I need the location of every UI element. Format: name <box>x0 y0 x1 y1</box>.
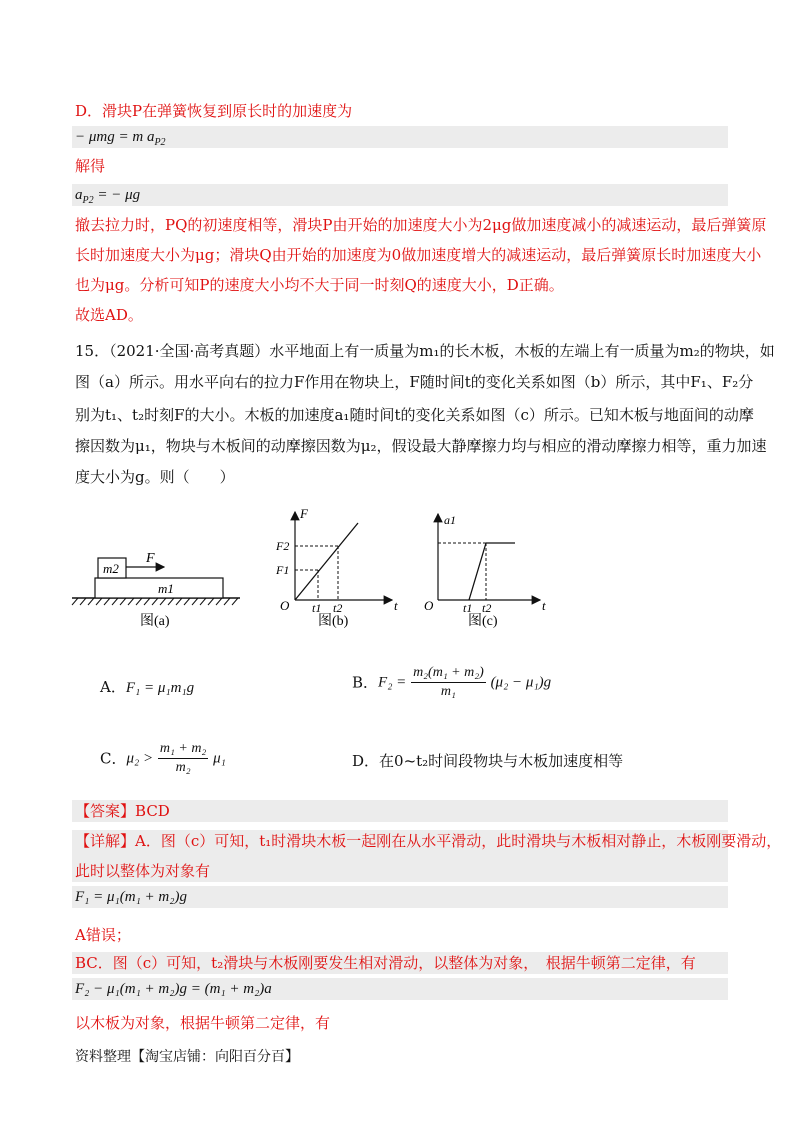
question-line: 别为t₁、t₂时刻F的大小。木板的加速度a₁随时间t的变化关系如图（c）所示。已知木板与地面间的动摩 <box>75 406 754 424</box>
detail-line: A错误； <box>75 926 131 944</box>
question-line: 度大小为g。则（ ） <box>75 468 235 486</box>
label-F2: F2 <box>276 539 290 553</box>
detail-line: 此时以整体为对象有 <box>75 862 211 880</box>
option-b: B．F₂ = $\frac{\text{m₂(m₁ + m₂)}}{\text{m₁}}$ (μ₂ − μ₁)g <box>352 665 552 699</box>
option-c: C．μ₂ > $\frac{\text{m₁ + m₂}}{\text{m₂}}$ μ₁ <box>100 741 226 775</box>
solve-text: 解得 <box>75 157 106 175</box>
question-line: 擦因数为μ₁，物块与木板间的动摩擦因数为μ₂，假设最大静摩擦力均与相应的滑动摩擦力相等，重力加速 <box>75 437 767 455</box>
equation-3: F₁ = μ₁(m₁ + m₂)g <box>75 889 187 905</box>
question-line: 图（a）所示。用水平向右的拉力F作用在物块上，F随时间t的变化关系如图（b）所示，其中F₁、F₂分 <box>75 373 754 391</box>
equation-2: $a_{P2}$ = − μg <box>75 187 141 206</box>
label-t1: t1 <box>463 601 473 615</box>
origin-O: O <box>424 598 434 613</box>
option-d: D．在0~t₂时间段物块与木板加速度相等 <box>352 752 624 770</box>
question-line: 15．（2021·全国·高考真题）水平地面上有一质量为m₁的长木板，木板的左端上有一质量为m₂的物块，如 <box>75 342 775 360</box>
option-d-heading: D．滑块P在弹簧恢复到原长时的加速度为 <box>75 102 353 120</box>
eq-band <box>72 126 728 148</box>
label-t2: t2 <box>333 601 343 615</box>
footer: 资料整理【淘宝店铺：向阳百分百】 <box>75 1049 299 1065</box>
origin-O: O <box>280 598 290 613</box>
caption-b: 图(b) <box>318 614 349 629</box>
answer-band <box>72 800 728 822</box>
detail-line: BC．图（c）可知，t₂滑块与木板刚要发生相对滑动，以整体为对象， 根据牛顿第二定律，有 <box>75 954 696 972</box>
label-F: F <box>146 551 155 566</box>
axis-t: t <box>542 598 546 613</box>
explanation-line: 长时加速度大小为μg；滑块Q由开始的加速度为0做加速度增大的减速运动，最后弹簧原长时加速度大小 <box>75 246 762 264</box>
eq-band <box>72 184 728 206</box>
explanation-line: 也为μg。分析可知P的速度大小均不大于同一时刻Q的速度大小，D正确。 <box>75 276 564 294</box>
detail-line: 以木板为对象，根据牛顿第二定律，有 <box>75 1014 331 1032</box>
label-t1: t1 <box>312 601 322 615</box>
F-line <box>295 523 358 600</box>
figure-a <box>72 551 240 629</box>
label-m1: m1 <box>158 581 174 596</box>
answer-line: 【答案】BCD <box>75 802 170 820</box>
figure-b <box>275 506 398 629</box>
conclusion-line: 故选AD。 <box>75 306 143 324</box>
explanation-line: 撤去拉力时，PQ的初速度相等，滑块P由开始的加速度大小为2μg做加速度减小的减速运动，最后弹簧原 <box>75 216 767 234</box>
option-a: A．F₁ = μ₁m₁g <box>100 678 195 696</box>
axis-a1: a1 <box>444 513 456 527</box>
label-F1: F1 <box>276 563 290 577</box>
a1-ramp <box>469 543 486 600</box>
figure-c <box>424 513 546 629</box>
equation-1: − μmg = m $a_{P2}$ <box>75 129 166 148</box>
caption-a: 图(a) <box>140 614 170 629</box>
label-m2: m2 <box>103 561 119 576</box>
caption-c: 图(c) <box>468 614 498 629</box>
detail-line: 【详解】A．图（c）可知，t₁时滑块木板一起刚在从水平滑动，此时滑块与木板相对静止，木板刚要滑动， <box>75 832 782 850</box>
axis-t: t <box>394 598 398 613</box>
figures <box>0 500 800 640</box>
equation-4: F₂ − μ₁(m₁ + m₂)g = (m₁ + m₂)a <box>75 981 272 997</box>
label-t2: t2 <box>482 601 492 615</box>
axis-F: F <box>300 506 308 521</box>
